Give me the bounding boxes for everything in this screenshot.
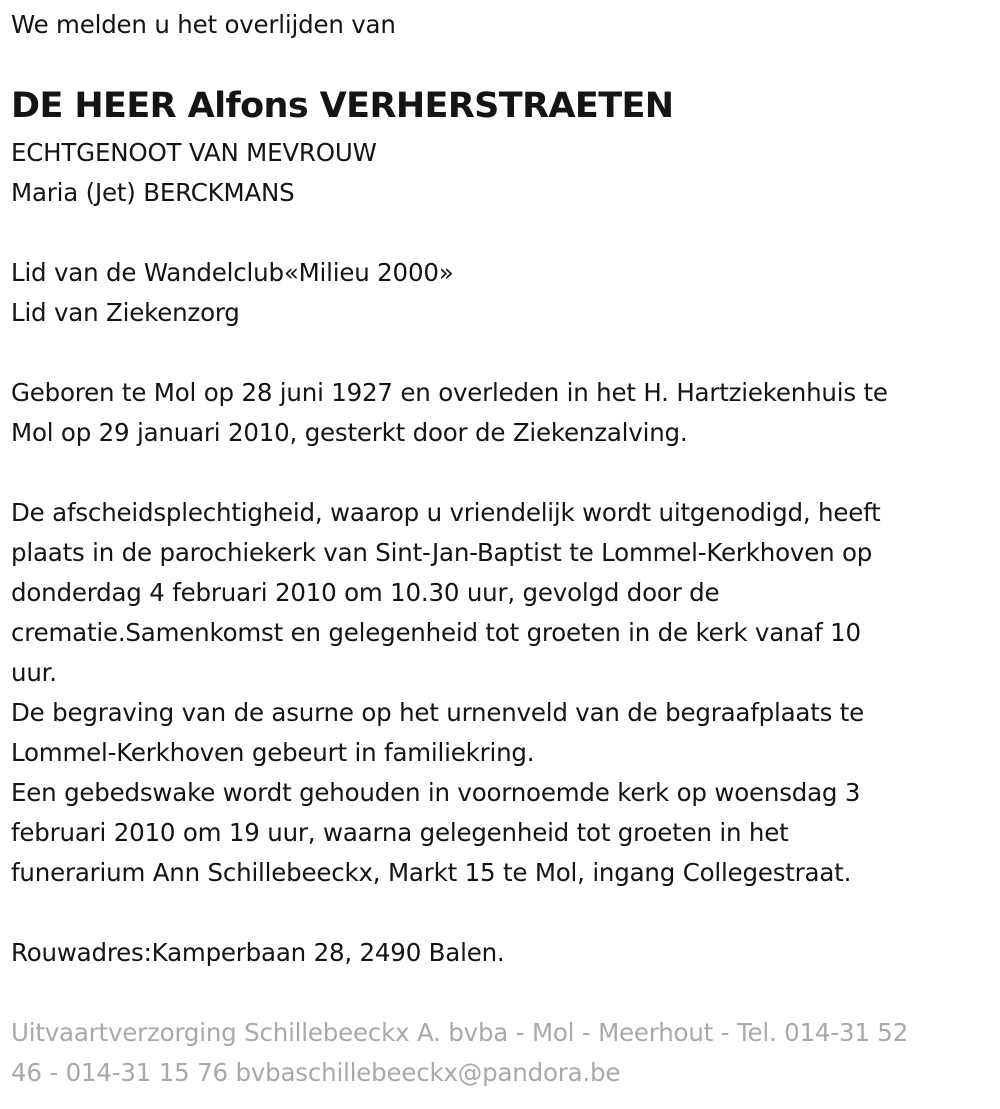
membership-block	[11, 253, 454, 333]
ceremony-line: februari 2010 om 19 uur, waarna gelegenheid tot groeten in het	[11, 818, 789, 847]
membership-line: Lid van de Wandelclub«Milieu 2000»	[11, 258, 454, 287]
spouse-line: Maria (Jet) BERCKMANS	[11, 178, 295, 207]
birth-death-block	[11, 373, 888, 453]
intro-text: We melden u het overlijden van	[11, 10, 396, 39]
ceremony-line: De begraving van de asurne op het urnenveld van de begraafplaats te	[11, 698, 865, 727]
ceremony-line: funerarium Ann Schillebeeckx, Markt 15 te Mol, ingang Collegestraat.	[11, 858, 852, 887]
ceremony-line: donderdag 4 februari 2010 om 10.30 uur, gevolgd door de	[11, 578, 720, 607]
footer-line: 46 - 014-31 15 76 bvbaschillebeeckx@pandora.be	[11, 1058, 621, 1087]
footer-line: Uitvaartverzorging Schillebeeckx A. bvba - Mol - Meerhout - Tel. 014-31 52	[11, 1018, 909, 1047]
mourning-address	[11, 933, 504, 973]
spouse-block	[11, 133, 377, 213]
deceased-name: DE HEER Alfons VERHERSTRAETEN	[11, 86, 674, 126]
ceremony-line: crematie.Samenkomst en gelegenheid tot groeten in de kerk vanaf 10	[11, 618, 861, 647]
spouse-line: ECHTGENOOT VAN MEVROUW	[11, 138, 377, 167]
birth-death-line: Geboren te Mol op 28 juni 1927 en overleden in het H. Hartziekenhuis te	[11, 378, 888, 407]
ceremony-line: De afscheidsplechtigheid, waarop u vriendelijk wordt uitgenodigd, heeft	[11, 498, 881, 527]
ceremony-block	[11, 493, 881, 893]
ceremony-line: uur.	[11, 658, 57, 687]
funeral-director-footer	[11, 1013, 908, 1093]
ceremony-line: Lommel-Kerkhoven gebeurt in familiekring.	[11, 738, 535, 767]
membership-line: Lid van Ziekenzorg	[11, 298, 240, 327]
ceremony-line: Een gebedswake wordt gehouden in voornoemde kerk op woensdag 3	[11, 778, 861, 807]
address-line: Rouwadres:Kamperbaan 28, 2490 Balen.	[11, 938, 505, 967]
birth-death-line: Mol op 29 januari 2010, gesterkt door de Ziekenzalving.	[11, 418, 688, 447]
ceremony-line: plaats in de parochiekerk van Sint-Jan-Baptist te Lommel-Kerkhoven op	[11, 538, 873, 567]
